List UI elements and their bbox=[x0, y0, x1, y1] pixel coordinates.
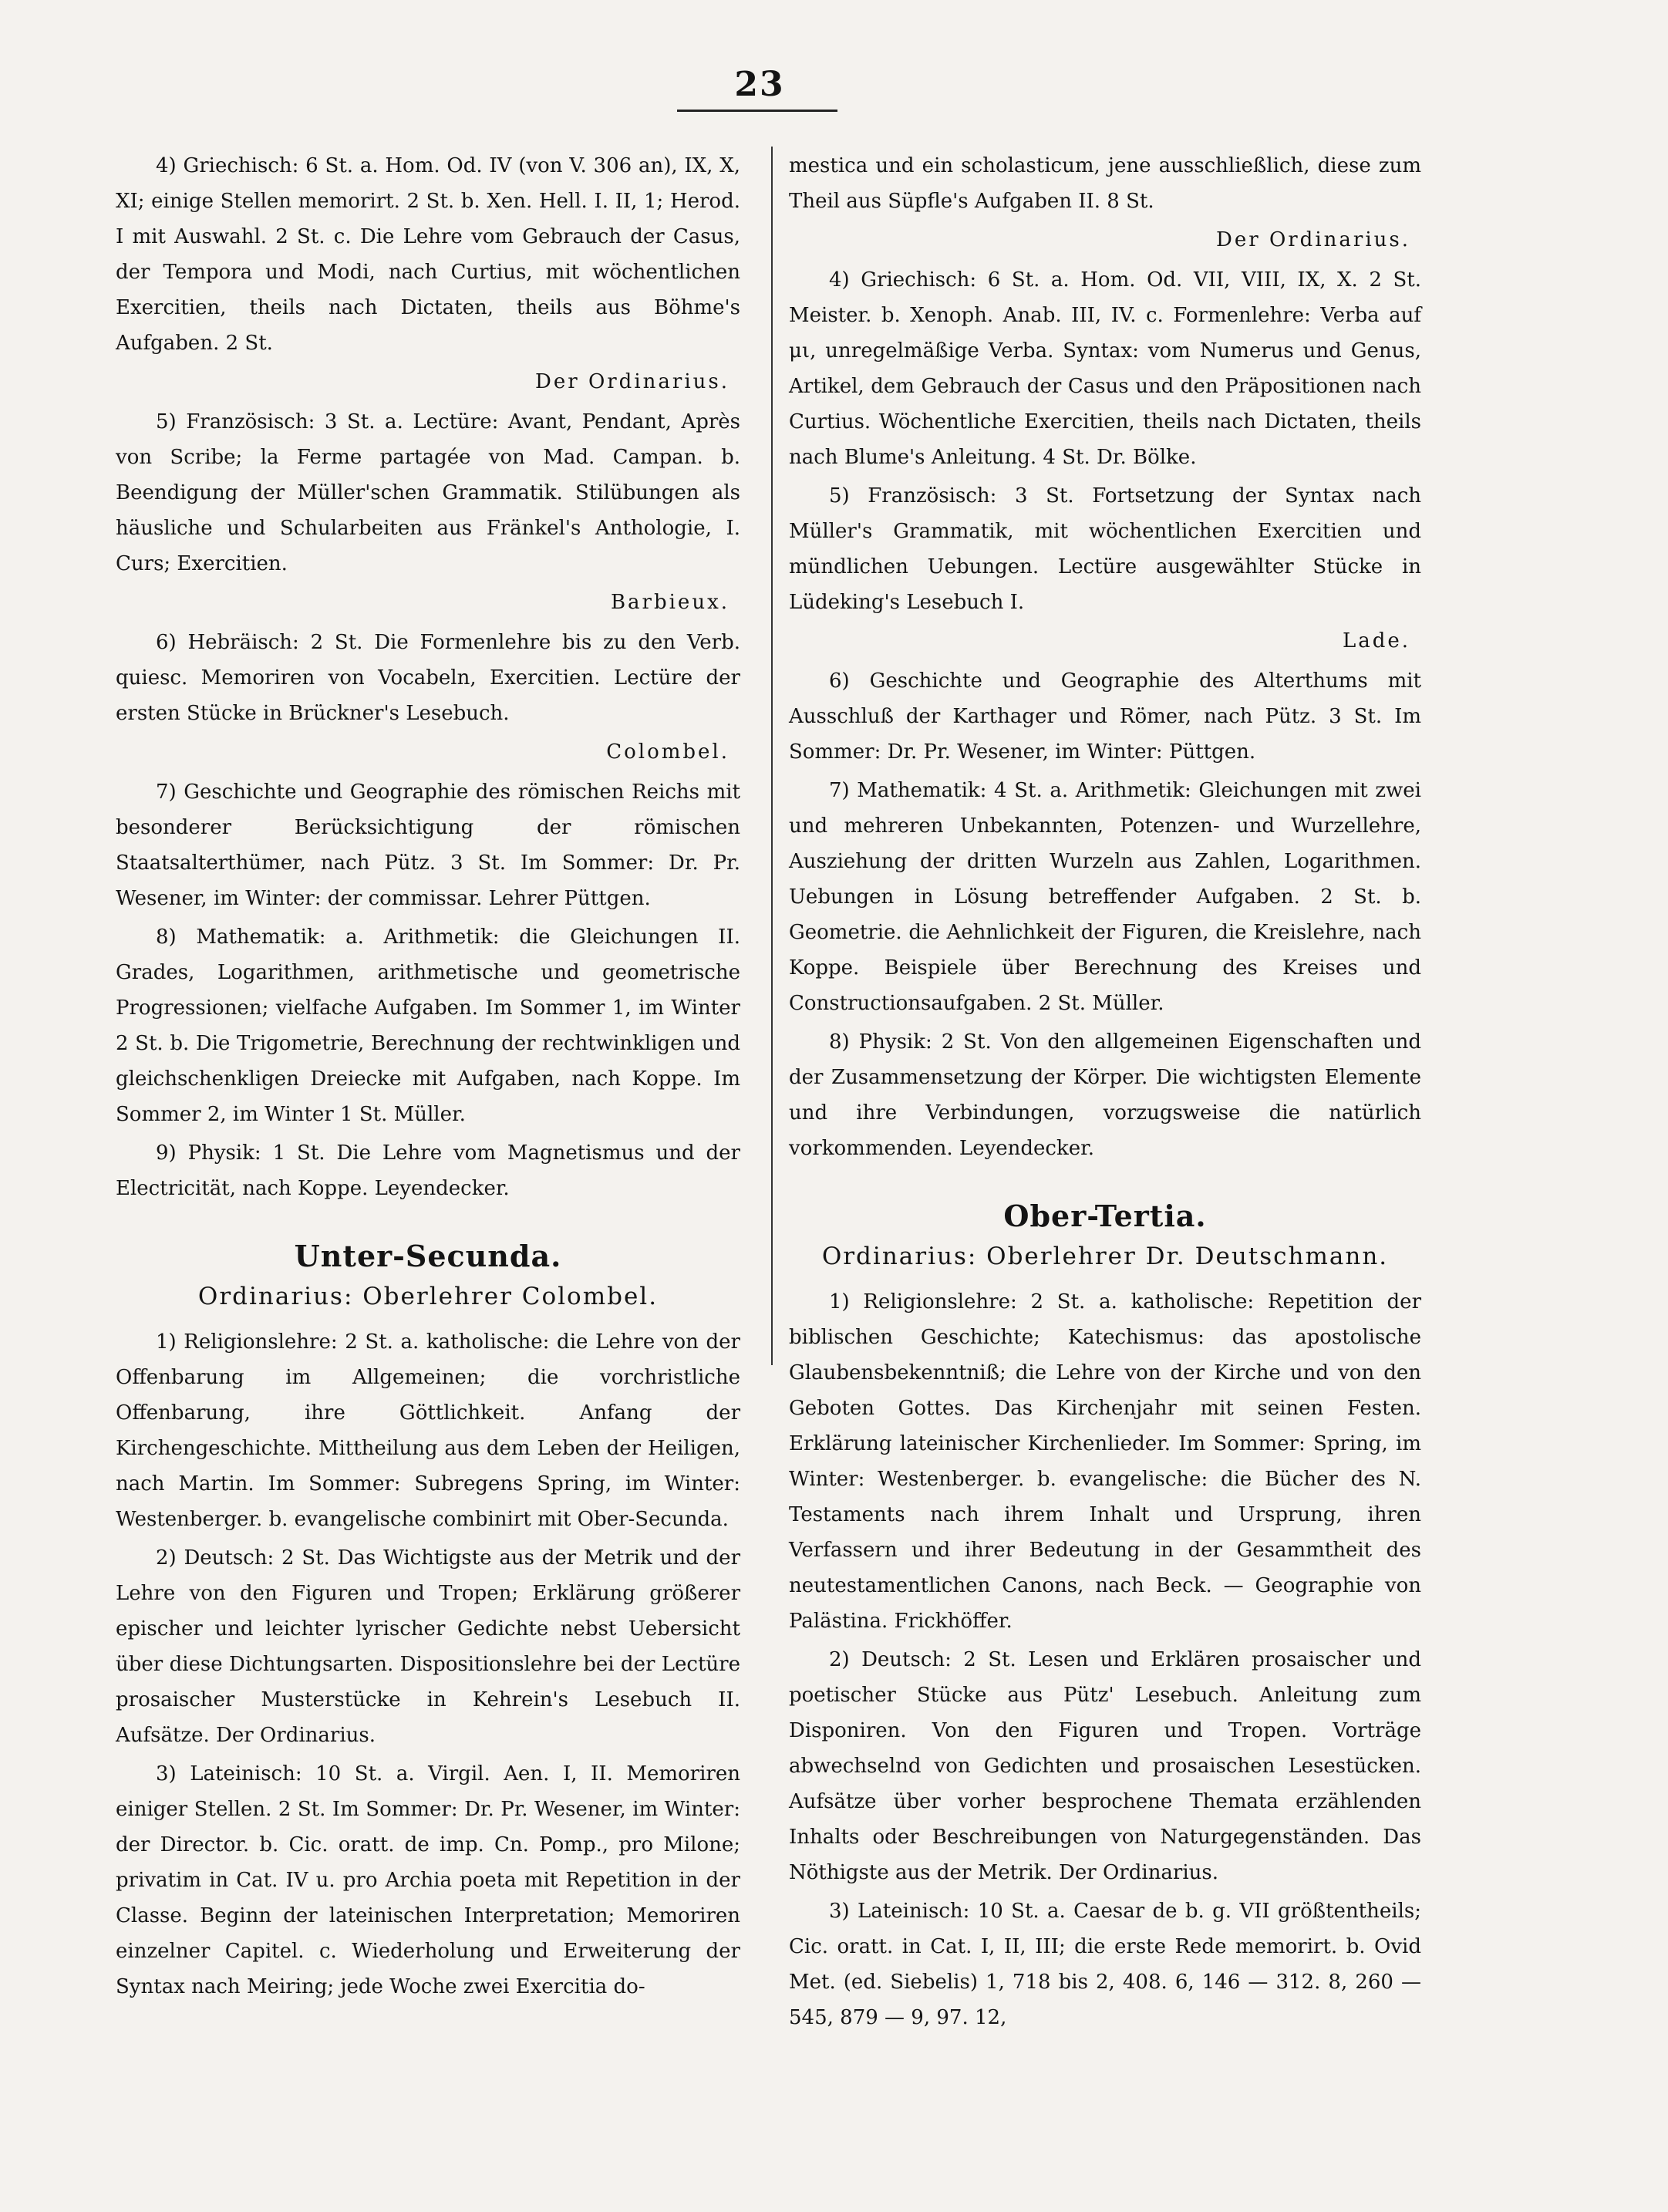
item-history: 6) Geschichte und Geographie des Alterthums mit Ausschluß der Karthager und Römer, nach Pütz. 3 St. Im Sommer: Dr. Pr. Wesener, im Winter: Püttgen. bbox=[789, 669, 1421, 764]
item-latin-continued: mestica und ein scholasticum, jene ausschließlich, diese zum Theil aus Süpfle's Aufgaben II. 8 St. bbox=[789, 154, 1421, 213]
section-title: Ober-Tertia. bbox=[1003, 1199, 1207, 1233]
item-latin: 3) Lateinisch: 10 St. a. Virgil. Aen. I, II. Memoriren einiger Stellen. 2 St. Im Sommer: Dr. Pr. Wesener, im Winter: der Director. b. Cic. oratt. de imp. Cn. Pomp., pro Milone; privatim in Cat. IV u. pro Archia poeta mit Repetition in der Classe. Beginn der lateinischen Interpretation; Memoriren einzelner Capitel. c. Wiederholung und Erweiterung der Syntax nach Meiring; jede Woche zwei Exercitia do- bbox=[116, 1762, 740, 1998]
item-german: 2) Deutsch: 2 St. Lesen und Erklären prosaischer und poetischer Stücke aus Pütz' Lesebuch. Anleitung zum Disponiren. Von den Figuren und Tropen. Vorträge abwechselnd von Gedichten und prosaischen Lesestücken. Aufsätze über vorher besprochene Themata erzählenden Inhalts oder Beschreibungen von Naturgegenständen. Das Nöthigste aus der Metrik. Der Ordinarius. bbox=[789, 1648, 1421, 1884]
item-mathematics: 7) Mathematik: 4 St. a. Arithmetik: Gleichungen mit zwei und mehreren Unbekannten, Potenzen- und Wurzellehre, Ausziehung der dritten Wurzeln aus Zahlen, Logarithmen. Uebungen in Lösung betreffender Aufgaben. 2 St. b. Geometrie. die Aehnlichkeit der Figuren, die Kreislehre, nach Koppe. Beispiele über Berechnung des Kreises und Constructionsaufgaben. 2 St. Müller. bbox=[789, 779, 1421, 1015]
section-subtitle: Ordinarius: Oberlehrer Dr. Deutschmann. bbox=[821, 1243, 1389, 1270]
page-number: 23 bbox=[734, 65, 785, 104]
left-column bbox=[116, 148, 740, 2008]
item-mathematics: 8) Mathematik: a. Arithmetik: die Gleichungen II. Grades, Logarithmen, arithmetische und geometrische Progressionen; vielfache Aufgaben. Im Sommer 1, im Winter 2 St. b. Die Trigometrie, Berechnung der rechtwinkligen und gleichschenkligen Dreiecke mit Aufgaben, nach Koppe. Im Sommer 2, im Winter 1 St. Müller. bbox=[116, 926, 740, 1126]
column-divider bbox=[771, 147, 773, 1365]
teacher-signature: Barbieux. bbox=[610, 591, 730, 614]
teacher-signature: Der Ordinarius. bbox=[1216, 228, 1410, 251]
item-german: 2) Deutsch: 2 St. Das Wichtigste aus der Metrik und der Lehre von den Figuren und Tropen; Erklärung größerer epischer und leichter lyrischer Gedichte nebst Uebersicht über diese Dichtungsarten. Dispositionslehre bei der Lectüre prosaischer Musterstücke in Kehrein's Lesebuch II. Aufsätze. Der Ordinarius. bbox=[116, 1546, 740, 1747]
right-column bbox=[789, 148, 1421, 2038]
teacher-signature: Colombel. bbox=[606, 740, 730, 764]
item-greek: 4) Griechisch: 6 St. a. Hom. Od. IV (von V. 306 an), IX, X, XI; einige Stellen memorirt. 2 St. b. Xen. Hell. I. II, 1; Herod. I mit Auswahl. 2 St. c. Die Lehre vom Gebrauch der Casus, der Tempora und Modi, nach Curtius, mit wöchentlichen Exercitien, theils nach Dictaten, theils aus Böhme's Aufgaben. 2 St. bbox=[116, 154, 740, 355]
section-title: Unter-Secunda. bbox=[294, 1239, 562, 1273]
item-hebrew: 6) Hebräisch: 2 St. Die Formenlehre bis zu den Verb. quiesc. Memoriren von Vocabeln, Exercitien. Lectüre der ersten Stücke in Brückner's Lesebuch. bbox=[116, 631, 740, 725]
teacher-signature: Lade. bbox=[1342, 629, 1410, 652]
teacher-signature: Der Ordinarius. bbox=[535, 370, 730, 393]
header-rule bbox=[677, 110, 837, 112]
item-history: 7) Geschichte und Geographie des römischen Reichs mit besonderer Berücksichtigung der römischen Staatsalterthümer, nach Pütz. 3 St. Im Sommer: Dr. Pr. Wesener, im Winter: der commissar. Lehrer Püttgen. bbox=[116, 781, 740, 910]
item-french: 5) Französisch: 3 St. Fortsetzung der Syntax nach Müller's Grammatik, mit wöchentlichen Exercitien und mündlichen Uebungen. Lectüre ausgewählter Stücke in Lüdeking's Lesebuch I. bbox=[789, 484, 1421, 614]
item-religion: 1) Religionslehre: 2 St. a. katholische: Repetition der biblischen Geschichte; Katechismus: das apostolische Glaubensbekenntniß; die Lehre von der Kirche und von den Geboten Gottes. Das Kirchenjahr mit seinen Festen. Erklärung lateinischer Kirchenlieder. Im Sommer: Spring, im Winter: Westenberger. b. evangelische: die Bücher des N. Testaments nach ihrem Inhalt und Ursprung, ihren Verfassern und ihrer Bedeutung in der Gesammtheit des neutestamentlichen Canons, nach Beck. — Geographie von Palästina. Frickhöffer. bbox=[789, 1290, 1421, 1633]
item-physics: 8) Physik: 2 St. Von den allgemeinen Eigenschaften und der Zusammensetzung der Körper. Die wichtigsten Elemente und ihre Verbindungen, vorzugsweise die natürlich vorkommenden. Leyendecker. bbox=[789, 1030, 1421, 1160]
item-greek: 4) Griechisch: 6 St. a. Hom. Od. VII, VIII, IX, X. 2 St. Meister. b. Xenoph. Anab. III, IV. c. Formenlehre: Verba auf μι, unregelmäßige Verba. Syntax: vom Numerus und Genus, Artikel, dem Gebrauch der Casus und den Präpositionen nach Curtius. Wöchentliche Exercitien, theils nach Dictaten, theils nach Blume's Anleitung. 4 St. Dr. Bölke. bbox=[789, 268, 1421, 469]
item-french: 5) Französisch: 3 St. a. Lectüre: Avant, Pendant, Après von Scribe; la Ferme partagée von Mad. Campan. b. Beendigung der Müller'schen Grammatik. Stilübungen als häusliche und Schularbeiten aus Fränkel's Anthologie, I. Curs; Exercitien. bbox=[116, 410, 740, 575]
item-latin: 3) Lateinisch: 10 St. a. Caesar de b. g. VII größtentheils; Cic. oratt. in Cat. I, II, III; die erste Rede memorirt. b. Ovid Met. (ed. Siebelis) 1, 718 bis 2, 408. 6, 146 — 312. 8, 260 — 545, 879 — 9, 97. 12, bbox=[789, 1900, 1421, 2029]
section-subtitle: Ordinarius: Oberlehrer Colombel. bbox=[197, 1283, 659, 1310]
item-religion: 1) Religionslehre: 2 St. a. katholische: die Lehre von der Offenbarung im Allgemeinen; die vorchristliche Offenbarung, ihre Göttlichkeit. Anfang der Kirchengeschichte. Mittheilung aus dem Leben der Heiligen, nach Martin. Im Sommer: Subregens Spring, im Winter: Westenberger. b. evangelische combinirt mit Ober-Secunda. bbox=[116, 1330, 740, 1531]
item-physics: 9) Physik: 1 St. Die Lehre vom Magnetismus und der Electricität, nach Koppe. Leyendecker. bbox=[116, 1141, 740, 1200]
